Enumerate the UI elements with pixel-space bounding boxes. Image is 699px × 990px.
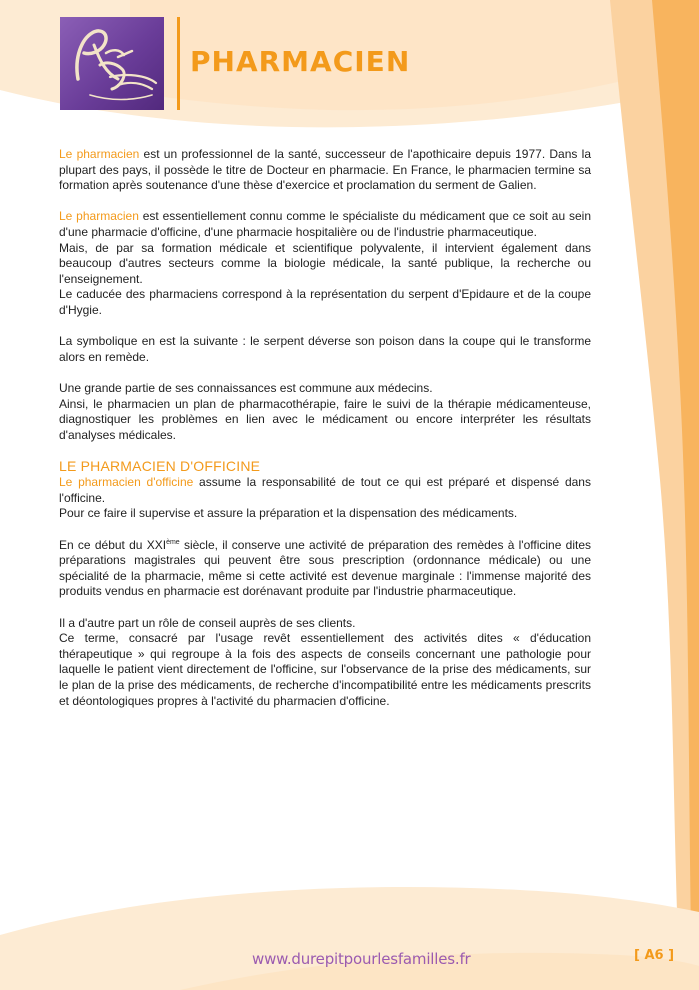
paragraph: Mais, de par sa formation médicale et scientifique polyvalente, il intervient également dans beaucoup d'autres secteurs comme la biologie médicale, la santé publique, la recherche ou l'enseignement. xyxy=(59,240,591,286)
paragraph: Une grande partie de ses connaissances est commune aux médecins. xyxy=(59,380,433,395)
paragraph: Le caducée des pharmaciens correspond à la représentation du serpent d'Epidaure et de la coupe d'Hygie. xyxy=(59,287,591,317)
logo-script-mark xyxy=(60,17,164,110)
paragraph: En ce début du XXIème siècle, il conserve une activité de préparation des remèdes à l'officine dites préparations magistrales qui peuvent être sous prescription (ordonnance médicale) ou une spécialité de la pharmacie, même si cette activité est devenue marginale : l'immense majorité des produits vendus en pharmacie est dorénavant produite par l'industrie pharmaceutique. xyxy=(59,537,591,599)
paragraph: Ce terme, consacré par l'usage revêt essentiellement des activités dites « d'éducation thérapeutique » qui regroupe à la fois des aspects de conseils concernant une pathologie pour laquelle le patient vient directement de l'officine, sur l'observance de la prise des médicaments, sur le plan de la prise des médicaments, de recherche d'incompatibilité entre les médicaments prescrits et déontologiques propres à l'activité du pharmacien d'officine. xyxy=(59,631,591,708)
paragraph: Le pharmacien est un professionnel de la santé, successeur de l'apothicaire depuis 1977. Dans la plupart des pays, il possède le titre de Docteur en pharmacie. En France, le pharmacien termine sa formation après soutenance d'une thèse d'exercice et proclamation du serment de Galien. xyxy=(59,147,591,193)
paragraph: Le pharmacien est essentiellement connu comme le spécialiste du médicament que ce soit au sein d'une pharmacie d'officine, d'une pharmacie hospitalière ou de l'industrie pharmaceutique. xyxy=(59,209,591,239)
paragraph: Ainsi, le pharmacien un plan de pharmacothérapie, faire le suivi de la thérapie médicamenteuse, diagnostiquer les problèmes en lien avec le médicament ou encore interpréter les résultats d'analyses médicales. xyxy=(59,396,591,442)
website-link[interactable]: www.durepitpourlesfamilles.fr xyxy=(252,950,471,968)
section-heading: LE PHARMACIEN D'OFFICINE xyxy=(59,458,261,475)
title-divider xyxy=(177,17,180,110)
paragraph: La symbolique en est la suivante : le serpent déverse son poison dans la coupe qui le transforme alors en remède. xyxy=(59,334,591,364)
highlight-term: Le pharmacien d'officine xyxy=(59,475,194,490)
page-number: [ A6 ] xyxy=(634,948,675,963)
article-body xyxy=(59,147,591,709)
page-title: PHARMACIEN xyxy=(190,45,411,78)
paragraph: Pour ce faire il supervise et assure la préparation et la dispensation des médicaments. xyxy=(59,506,518,521)
highlight-term: Le pharmacien xyxy=(59,209,139,224)
logo xyxy=(60,17,164,110)
highlight-term: Le pharmacien xyxy=(59,147,140,161)
paragraph: Il a d'autre part un rôle de conseil auprès de ses clients. xyxy=(59,615,356,630)
paragraph: Le pharmacien d'officine assume la responsabilité de tout ce qui est préparé et dispensé dans l'officine. xyxy=(59,475,591,505)
